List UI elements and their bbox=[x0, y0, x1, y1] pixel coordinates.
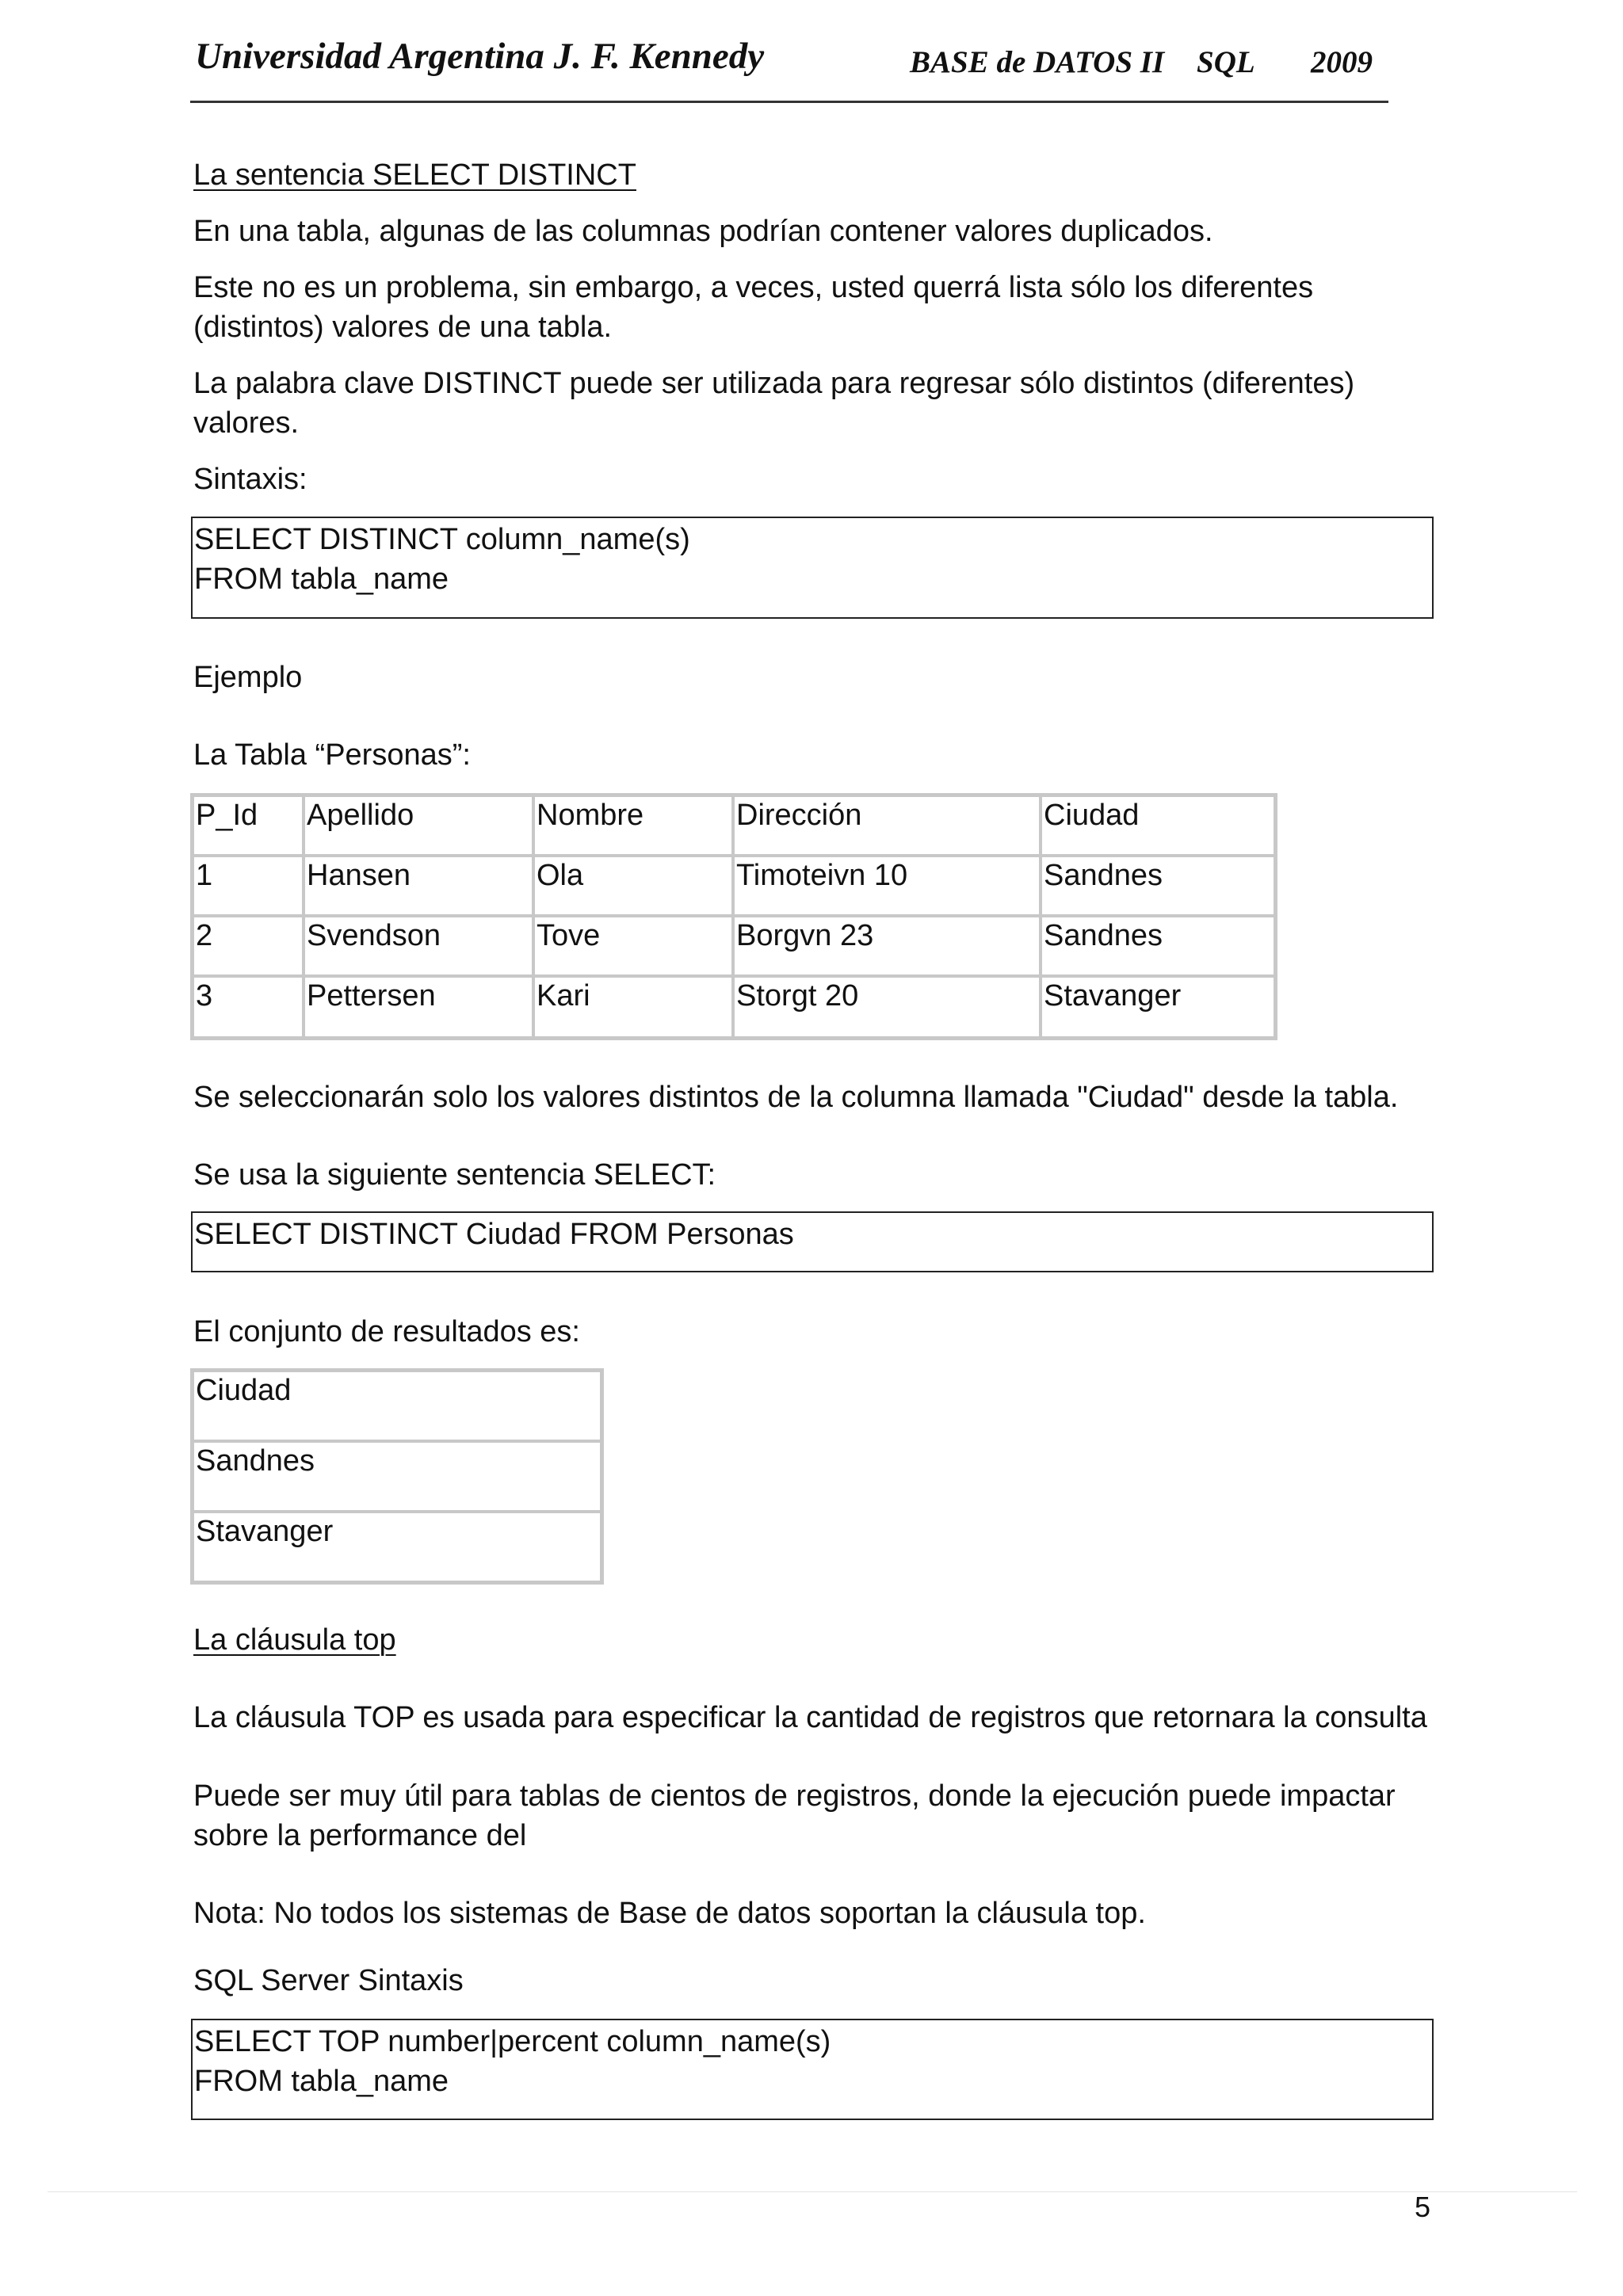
table-row bbox=[193, 976, 1275, 1038]
table-cell: Kari bbox=[533, 976, 733, 1038]
table-cell: Storgt 20 bbox=[733, 976, 1041, 1038]
syntax-label: SQL Server Sintaxis bbox=[193, 1964, 464, 1997]
table-cell: Ola bbox=[533, 856, 733, 916]
page-header bbox=[190, 35, 1388, 101]
university-name: Universidad Argentina J. F. Kennedy bbox=[195, 36, 765, 77]
table-cell: Hansen bbox=[304, 856, 533, 916]
table-row bbox=[193, 1441, 601, 1512]
result-table bbox=[190, 1368, 604, 1585]
header-divider bbox=[190, 101, 1388, 103]
code-box-distinct-syntax bbox=[191, 517, 1434, 619]
table-cell: 2 bbox=[193, 916, 304, 976]
table-row bbox=[193, 916, 1275, 976]
paragraph: (distintos) valores de una tabla. bbox=[193, 311, 613, 344]
table-row bbox=[193, 1512, 601, 1582]
paragraph: valores. bbox=[193, 406, 300, 440]
paragraph: Se seleccionarán solo los valores distintos de la columna llamada "Ciudad" desde la tabla. bbox=[193, 1081, 1399, 1114]
table-caption: La Tabla “Personas”: bbox=[193, 738, 471, 772]
table-cell: Svendson bbox=[304, 916, 533, 976]
section-title-top: La cláusula top bbox=[193, 1623, 396, 1657]
table-row bbox=[193, 856, 1275, 916]
column-header: Nombre bbox=[533, 795, 733, 856]
syntax-label: Sintaxis: bbox=[193, 463, 307, 496]
table-cell: Pettersen bbox=[304, 976, 533, 1038]
footer-divider bbox=[48, 2191, 1577, 2192]
column-header: Apellido bbox=[304, 795, 533, 856]
table-cell: 3 bbox=[193, 976, 304, 1038]
table-cell: Stavanger bbox=[1041, 976, 1275, 1038]
personas-table bbox=[190, 793, 1277, 1040]
table-cell: Tove bbox=[533, 916, 733, 976]
paragraph: En una tabla, algunas de las columnas podrían contener valores duplicados. bbox=[193, 215, 1213, 248]
course-name: BASE de DATOS II bbox=[910, 45, 1165, 79]
table-cell: Stavanger bbox=[193, 1512, 601, 1582]
code-line: FROM tabla_name bbox=[194, 2065, 449, 2098]
code-box-distinct-statement bbox=[191, 1211, 1434, 1272]
column-header: Dirección bbox=[733, 795, 1041, 856]
table-cell: Timoteivn 10 bbox=[733, 856, 1041, 916]
code-line: SELECT TOP number|percent column_name(s) bbox=[194, 2025, 831, 2058]
paragraph: La palabra clave DISTINCT puede ser utilizada para regresar sólo distintos (diferentes) bbox=[193, 367, 1355, 400]
column-header: Ciudad bbox=[1041, 795, 1275, 856]
table-header-row bbox=[193, 1371, 601, 1441]
table-cell: Borgvn 23 bbox=[733, 916, 1041, 976]
code-line: SELECT DISTINCT Ciudad FROM Personas bbox=[194, 1218, 794, 1251]
table-header-row bbox=[193, 795, 1275, 856]
paragraph: Nota: No todos los sistemas de Base de datos soportan la cláusula top. bbox=[193, 1897, 1146, 1930]
course-year: 2009 bbox=[1311, 45, 1373, 79]
table-cell: Sandnes bbox=[1041, 916, 1275, 976]
example-label: Ejemplo bbox=[193, 661, 303, 694]
code-line: SELECT DISTINCT column_name(s) bbox=[194, 523, 690, 556]
code-box-top-syntax bbox=[191, 2019, 1434, 2120]
paragraph: La cláusula TOP es usada para especificar la cantidad de registros que retornara la consulta bbox=[193, 1701, 1427, 1734]
paragraph: Se usa la siguiente sentencia SELECT: bbox=[193, 1158, 716, 1192]
paragraph: El conjunto de resultados es: bbox=[193, 1315, 580, 1348]
code-line: FROM tabla_name bbox=[194, 563, 449, 596]
page-number: 5 bbox=[1415, 2191, 1431, 2223]
table-cell: 1 bbox=[193, 856, 304, 916]
paragraph: Puede ser muy útil para tablas de cientos de registros, donde la ejecución puede impactar bbox=[193, 1779, 1396, 1813]
paragraph: Este no es un problema, sin embargo, a veces, usted querrá lista sólo los diferentes bbox=[193, 271, 1314, 304]
column-header: Ciudad bbox=[193, 1371, 601, 1441]
column-header: P_Id bbox=[193, 795, 304, 856]
table-cell: Sandnes bbox=[193, 1441, 601, 1512]
table-cell: Sandnes bbox=[1041, 856, 1275, 916]
paragraph: sobre la performance del bbox=[193, 1819, 527, 1852]
section-title-distinct: La sentencia SELECT DISTINCT bbox=[193, 158, 636, 192]
course-topic: SQL bbox=[1197, 45, 1255, 79]
